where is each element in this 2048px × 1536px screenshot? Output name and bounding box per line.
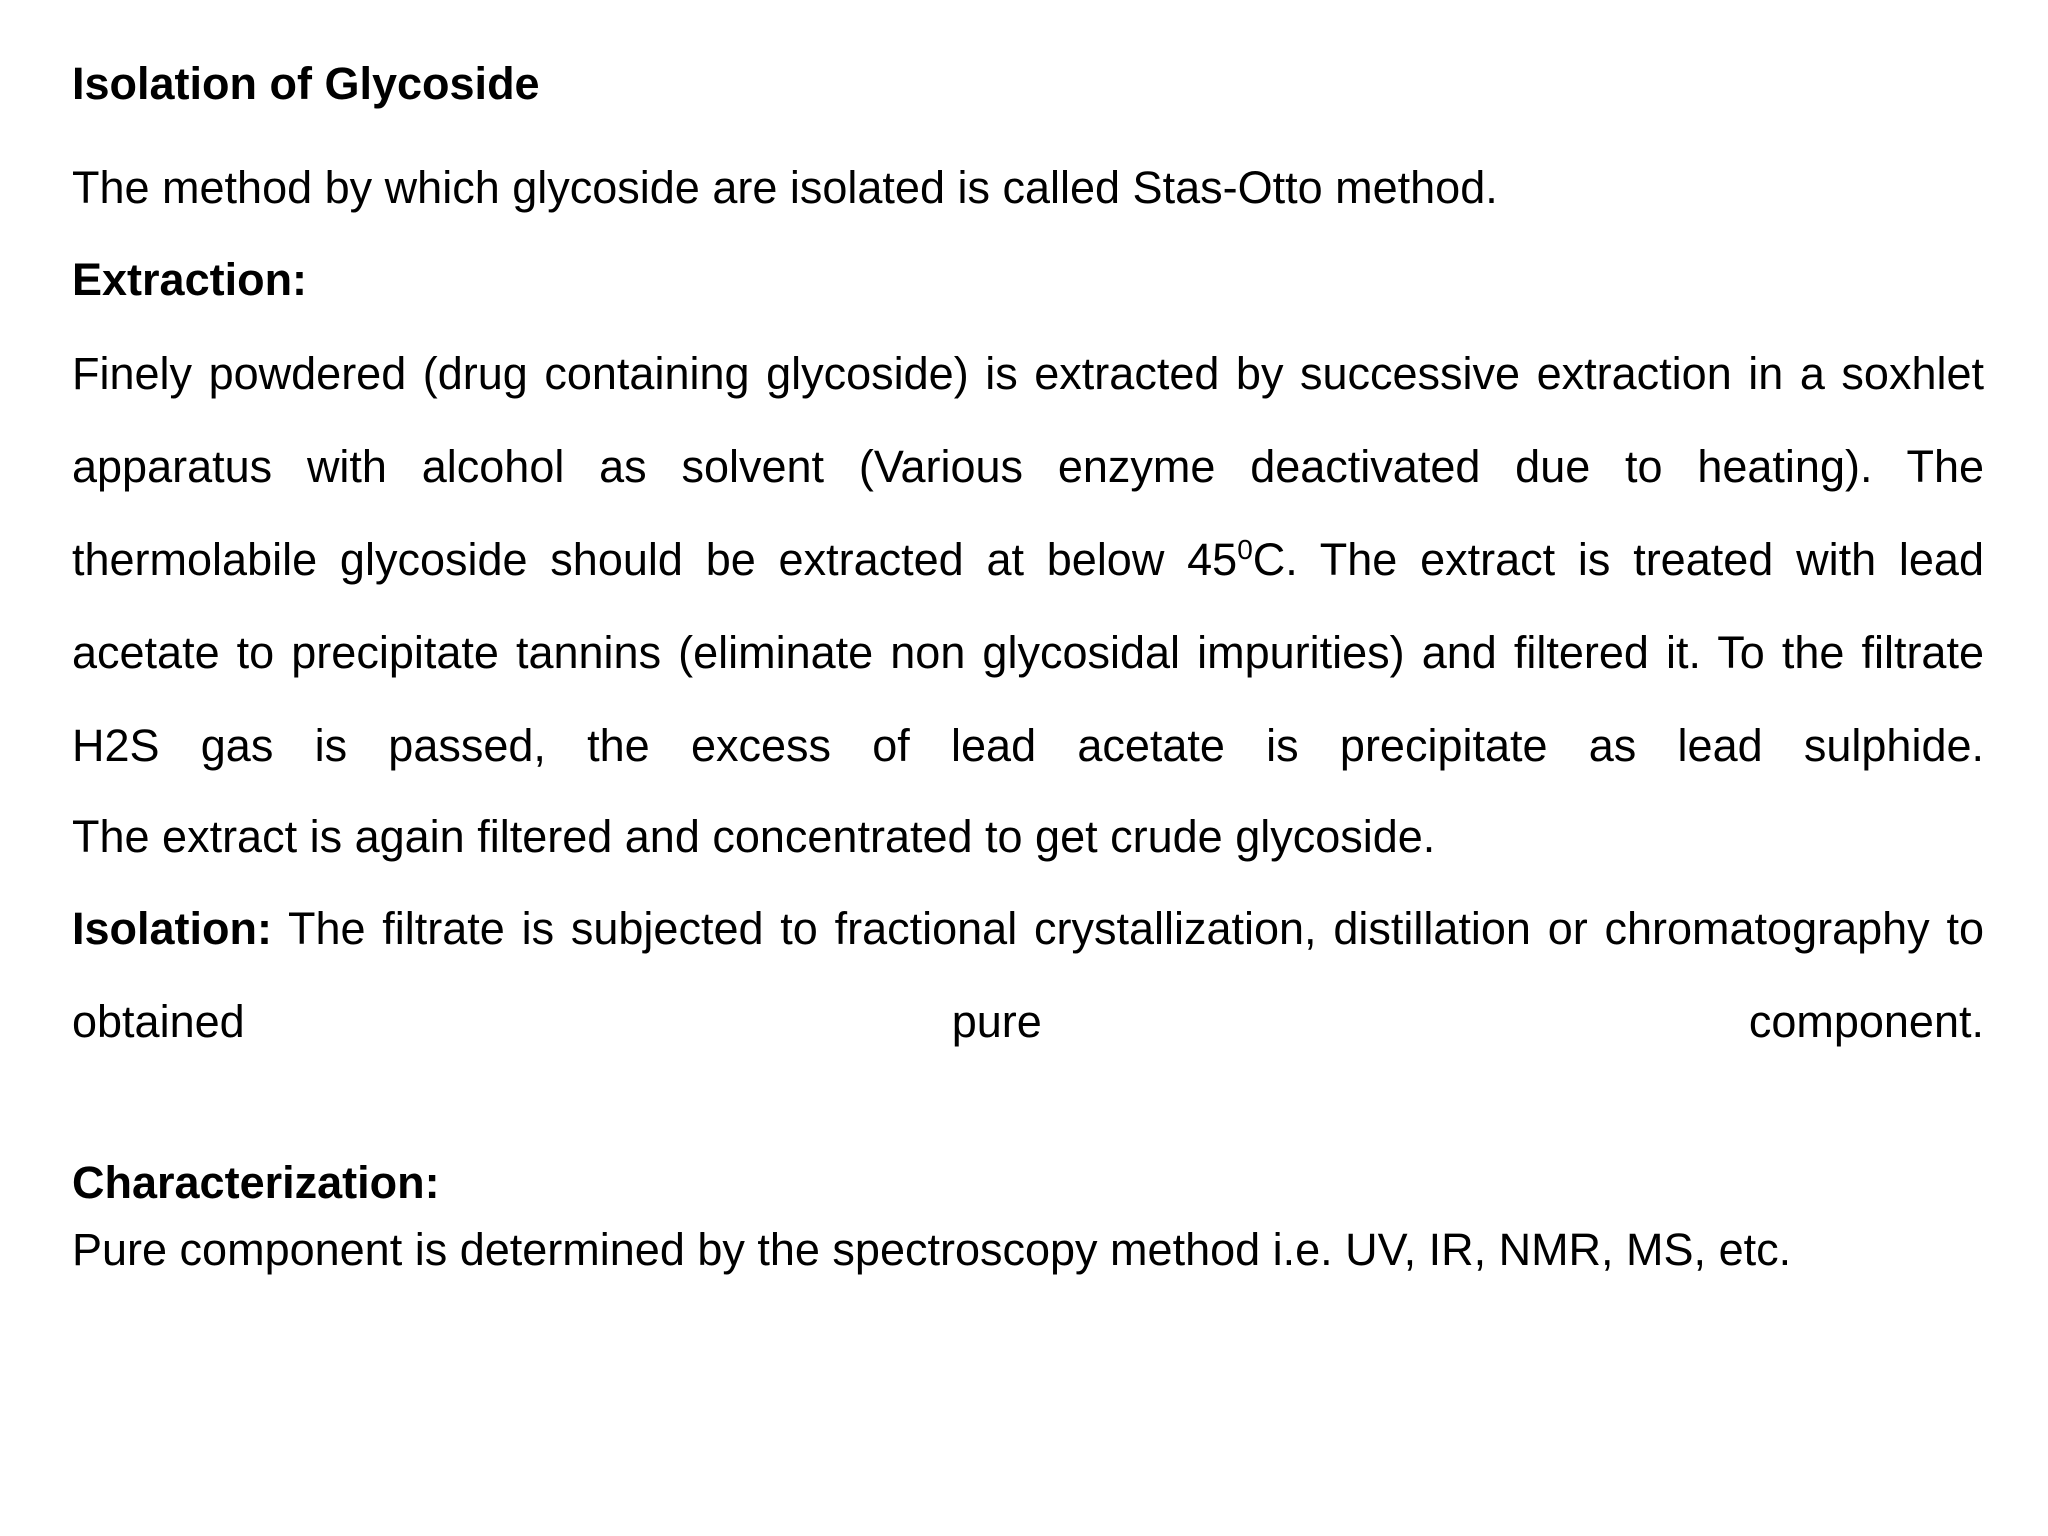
isolation-paragraph [72, 882, 1984, 1068]
degree-superscript: 0 [1237, 534, 1253, 565]
document-page [72, 0, 1984, 1536]
extraction-text-part2: C. The extract is treated with lead acetate to precipitate tannins (eliminate non glycosidal impurities) and filtered it. To the filtrate H2S gas is passed, the excess of lead acetate is precipitate as lead sulphide. [72, 534, 1984, 771]
characterization-heading: Characterization: [72, 1157, 440, 1208]
crude-glycoside-text: The extract is again filtered and concentrated to get crude glycoside. [72, 811, 1436, 862]
extraction-text-part1: Finely powdered (drug containing glycoside) is extracted by successive extraction in a soxhlet apparatus with alcohol as solvent (Various enzyme deactivated due to heating). The thermolabile glycoside should be extracted at below 45 [72, 348, 1984, 585]
isolation-text: The filtrate is subjected to fractional crystallization, distillation or chromatography to obtained pure component. [72, 903, 1984, 1047]
extraction-heading: Extraction: [72, 254, 308, 305]
isolation-label: Isolation: [72, 903, 272, 954]
characterization-text: Pure component is determined by the spectroscopy method i.e. UV, IR, NMR, MS, etc. [72, 1224, 1792, 1275]
document-title: Isolation of Glycoside [72, 58, 540, 109]
intro-text: The method by which glycoside are isolated is called Stas-Otto method. [72, 162, 1498, 213]
extraction-paragraph [72, 327, 1984, 792]
